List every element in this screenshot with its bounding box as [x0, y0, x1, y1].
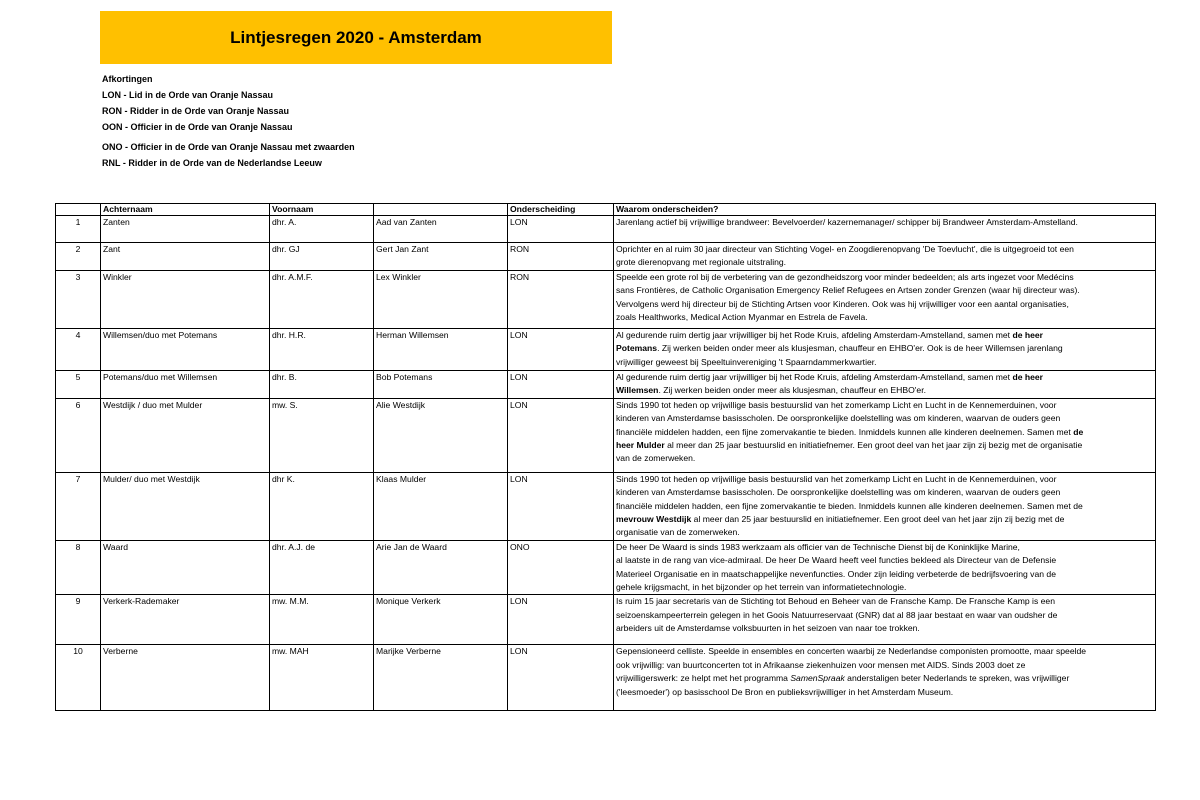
reden-line: ook vrijwillig: van buurtconcerten tot in Afrikaanse ziekenhuizen voor mensen met AIDS. Sinds 2003 doet ze	[616, 659, 1026, 670]
reden-line	[616, 342, 1153, 355]
cell-onderscheiding: LON	[508, 398, 614, 472]
reden-bold: de heer	[1012, 330, 1044, 340]
cell-achternaam: Mulder/ duo met Westdijk	[101, 472, 270, 540]
abbreviation-rnl: RNL - Ridder in de Orde van de Nederlandse Leeuw	[102, 158, 322, 168]
table-row	[56, 243, 1156, 271]
cell-naam: Herman Willemsen	[374, 329, 508, 371]
cell-achternaam: Potemans/duo met Willemsen	[101, 371, 270, 399]
cell-nr: 2	[56, 243, 101, 271]
reden-line	[616, 672, 1153, 685]
reden-line: Speelde een grote rol bij de verbetering van de gezondheidszorg voor minder bedeelden; als arts ingezet voor Medécins	[616, 272, 1074, 282]
cell-reden	[614, 472, 1156, 540]
cell-nr: 10	[56, 645, 101, 711]
reden-bold: de heer	[1012, 372, 1044, 382]
cell-reden	[614, 329, 1156, 371]
cell-nr: 7	[56, 472, 101, 540]
cell-nr: 8	[56, 540, 101, 595]
cell-achternaam: Zant	[101, 243, 270, 271]
header-reden: Waarom onderscheiden?	[614, 204, 1156, 216]
reden-line: financiële middelen hadden, een fijne zomervakantie te bieden. Inmiddels kunnen alle kinderen deelnemen. Samen met de	[616, 500, 1083, 511]
cell-onderscheiding: LON	[508, 472, 614, 540]
cell-reden	[614, 243, 1156, 271]
cell-nr: 4	[56, 329, 101, 371]
reden-line: Materieel Organisatie en in maatschappelijke nevenfuncties. Onder zijn leiding verbeterde de bedrijfsvoering van de	[616, 568, 1056, 579]
reden-bold: mevrouw Westdijk	[616, 514, 692, 525]
reden-line: van de zomerweken.	[616, 453, 696, 464]
cell-naam: Alie Westdijk	[374, 398, 508, 472]
reden-line: Vervolgens werd hij directeur bij de Stichting Artsen voor Kinderen. Ook was hij vrijwilliger voor een aantal organisaties,	[616, 298, 1069, 309]
reden-bold: Willemsen	[616, 385, 659, 396]
reden-line: De heer De Waard is sinds 1983 werkzaam als officier van de Technische Dienst bij de Koninklijke Marine,	[616, 541, 1020, 552]
cell-onderscheiding: RON	[508, 243, 614, 271]
reden-text: Al gedurende ruim dertig jaar vrijwilliger bij het Rode Kruis, afdeling Amsterdam-Amstelland, samen met	[616, 330, 1013, 340]
header-voornaam: Voornaam	[270, 204, 374, 216]
cell-voornaam: dhr. GJ	[270, 243, 374, 271]
header-onderscheiding: Onderscheiding	[508, 204, 614, 216]
cell-voornaam: mw. S.	[270, 398, 374, 472]
table-row	[56, 472, 1156, 540]
reden-line: Sinds 1990 tot heden op vrijwillige basis bestuurslid van het zomerkamp Licht en Lucht in de Kennemerduinen, voor	[616, 399, 1057, 410]
title-banner	[100, 11, 612, 64]
cell-onderscheiding: LON	[508, 329, 614, 371]
cell-achternaam: Westdijk / duo met Mulder	[101, 398, 270, 472]
table-row	[56, 398, 1156, 472]
cell-achternaam: Zanten	[101, 216, 270, 243]
cell-naam: Marijke Verberne	[374, 645, 508, 711]
abbreviations-heading: Afkortingen	[102, 74, 153, 84]
page-title: Lintjesregen 2020 - Amsterdam	[230, 27, 482, 47]
header-achternaam: Achternaam	[101, 204, 270, 216]
reden-text: anderstaligen beter Nederlands te spreken, was vrijwilliger	[844, 673, 1070, 684]
cell-reden	[614, 271, 1156, 329]
reden-line	[616, 329, 1153, 342]
reden-line: seizoenskampeerterrein gelegen in het Goois Natuurreservaat (GNR) dat al 88 jaar bestaat en waar van oudsher de	[616, 609, 1058, 620]
reden-line: sans Frontières, de Catholic Organisation Emergency Relief Refugees en Artsen zonder Grenzen (waar hij directeur was).	[616, 285, 1080, 296]
cell-reden	[614, 645, 1156, 711]
cell-nr: 3	[56, 271, 101, 329]
table-row	[56, 216, 1156, 243]
cell-voornaam: dhr. A.	[270, 216, 374, 243]
cell-nr: 9	[56, 595, 101, 645]
reden-text: al meer dan 25 jaar bestuurslid en initiatiefnemer. Een groot deel van het jaar zijn zij bezig met de	[691, 514, 1065, 525]
table-header-row	[56, 204, 1156, 216]
cell-voornaam: dhr. A.M.F.	[270, 271, 374, 329]
cell-reden	[614, 216, 1156, 243]
cell-nr: 6	[56, 398, 101, 472]
reden-line	[616, 426, 1153, 439]
cell-naam: Gert Jan Zant	[374, 243, 508, 271]
header-nr	[56, 204, 101, 216]
header-naam	[374, 204, 508, 216]
reden-line: Oprichter en al ruim 30 jaar directeur van Stichting Vogel- en Zoogdierenopvang 'De Toevlucht', die is uitgegroeid tot een	[616, 244, 1074, 254]
cell-onderscheiding: RON	[508, 271, 614, 329]
reden-bold: heer Mulder	[616, 440, 665, 451]
reden-line: kinderen van Amsterdamse basisscholen. De oorspronkelijke doelstelling was om kinderen, waarvan de ouders geen	[616, 487, 1061, 498]
reden-italic: SamenSpraak	[790, 673, 845, 684]
reden-line	[616, 513, 1153, 526]
table-row	[56, 329, 1156, 371]
cell-naam: Lex Winkler	[374, 271, 508, 329]
abbreviation-oon: OON - Officier in de Orde van Oranje Nassau	[102, 122, 293, 132]
abbreviation-ono: ONO - Officier in de Orde van Oranje Nassau met zwaarden	[102, 142, 355, 152]
cell-voornaam: dhr. A.J. de	[270, 540, 374, 595]
table-row	[56, 371, 1156, 399]
cell-achternaam: Verkerk-Rademaker	[101, 595, 270, 645]
cell-onderscheiding: LON	[508, 595, 614, 645]
decorations-table	[55, 203, 1156, 711]
reden-line	[616, 384, 1153, 397]
reden-text: al meer dan 25 jaar bestuurslid en initiatiefnemer. Een groot deel van het jaar zijn zij bezig met de organisatie	[664, 440, 1083, 451]
cell-naam: Bob Potemans	[374, 371, 508, 399]
reden-line: gehele krijgsmacht, in het bijzonder op het terrein van informatietechnologie.	[616, 582, 907, 593]
reden-line: kinderen van Amsterdamse basisscholen. De oorspronkelijke doelstelling was om kinderen, waarvan de ouders geen	[616, 413, 1061, 424]
reden-line	[616, 371, 1153, 384]
cell-onderscheiding: ONO	[508, 540, 614, 595]
cell-reden	[614, 398, 1156, 472]
cell-onderscheiding: LON	[508, 645, 614, 711]
reden-line: grote dierenopvang met regionale uitstraling.	[616, 257, 787, 268]
cell-voornaam: mw. MAH	[270, 645, 374, 711]
table-row	[56, 645, 1156, 711]
cell-reden	[614, 595, 1156, 645]
reden-line: al laatste in de rang van vice-admiraal. De heer De Waard heeft veel functies bekleed als Directeur van de Defensie	[616, 555, 1057, 566]
reden-line: Is ruim 15 jaar secretaris van de Stichting tot Behoud en Beheer van de Fransche Kamp. De Fransche Kamp is een	[616, 596, 1055, 607]
reden-text: . Zij werken beiden onder meer als klusjesman, chauffeur en EHBO'er. Ook is de heer Willemsen jarenlang	[657, 343, 1063, 354]
reden-line	[616, 439, 1153, 452]
reden-text: . Zij werken beiden onder meer als klusjesman, chauffeur en EHBO'er.	[658, 385, 926, 396]
cell-nr: 5	[56, 371, 101, 399]
reden-bold: de	[1073, 426, 1084, 437]
cell-nr: 1	[56, 216, 101, 243]
cell-voornaam: dhr K.	[270, 472, 374, 540]
reden-line: organisatie van de zomerweken.	[616, 527, 740, 538]
cell-onderscheiding: LON	[508, 371, 614, 399]
reden-line: vrijwilliger geweest bij Speeltuinvereniging 't Spaarndammerkwartier.	[616, 356, 877, 367]
reden-bold: Potemans	[616, 343, 658, 354]
table-row	[56, 595, 1156, 645]
reden-line: zoals Healthworks, Medical Action Myanmar en Estrela de Favela.	[616, 312, 868, 323]
cell-achternaam: Waard	[101, 540, 270, 595]
reden-line: Sinds 1990 tot heden op vrijwillige basis bestuurslid van het zomerkamp Licht en Lucht in de Kennemerduinen, voor	[616, 473, 1057, 484]
reden-text: financiële middelen hadden, een fijne zomervakantie te bieden. Inmiddels kunnen alle kinderen deelnemen. Samen met	[616, 426, 1074, 437]
cell-naam: Monique Verkerk	[374, 595, 508, 645]
reden-line: Gepensioneerd celliste. Speelde in ensembles en concerten waarbij ze Nederlandse componisten promootte, maar speelde	[616, 646, 1087, 657]
reden-text: vrijwilligerswerk: ze helpt met het programma	[616, 673, 791, 684]
table-row	[56, 540, 1156, 595]
cell-voornaam: dhr. H.R.	[270, 329, 374, 371]
reden-line: ('leesmoeder') op basisschool De Bron en publieksvrijwilliger in het Amsterdam Museum.	[616, 686, 954, 697]
cell-achternaam: Winkler	[101, 271, 270, 329]
cell-naam: Aad van Zanten	[374, 216, 508, 243]
abbreviation-ron: RON - Ridder in de Orde van Oranje Nassau	[102, 106, 290, 116]
cell-achternaam: Verberne	[101, 645, 270, 711]
cell-voornaam: dhr. B.	[270, 371, 374, 399]
cell-naam: Arie Jan de Waard	[374, 540, 508, 595]
reden-text: Al gedurende ruim dertig jaar vrijwilliger bij het Rode Kruis, afdeling Amsterdam-Amstelland, samen met	[616, 372, 1013, 382]
cell-reden	[614, 371, 1156, 399]
cell-reden	[614, 540, 1156, 595]
abbreviation-lon: LON - Lid in de Orde van Oranje Nassau	[102, 90, 274, 100]
reden-line: arbeiders uit de Amsterdamse volksbuurten in het seizoen van naar toe trokken.	[616, 623, 920, 634]
reden-line: Jarenlang actief bij vrijwillige brandweer: Bevelvoerder/ kazernemanager/ schipper bij Brandweer Amsterdam-Amstelland.	[616, 217, 1078, 227]
cell-achternaam: Willemsen/duo met Potemans	[101, 329, 270, 371]
table-row	[56, 271, 1156, 329]
cell-voornaam: mw. M.M.	[270, 595, 374, 645]
cell-naam: Klaas Mulder	[374, 472, 508, 540]
cell-onderscheiding: LON	[508, 216, 614, 243]
